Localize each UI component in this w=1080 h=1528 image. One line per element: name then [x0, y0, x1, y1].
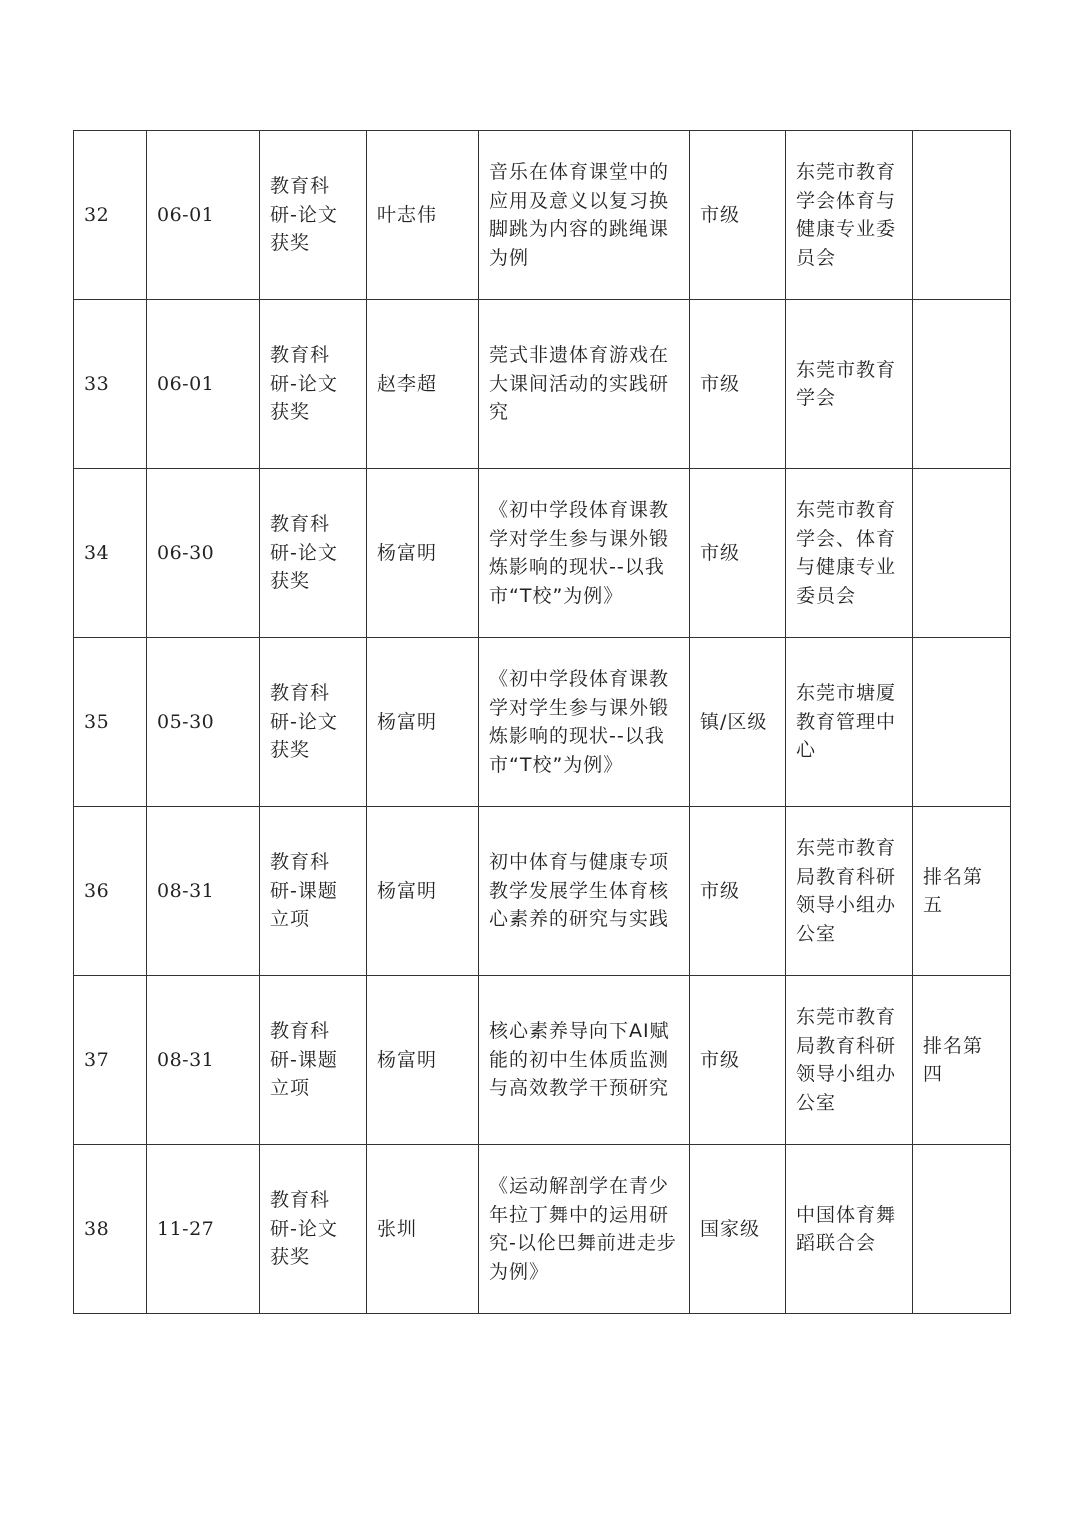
row-date: 05-30 [147, 638, 260, 807]
row-issuer: 东莞市教育学会 [786, 300, 913, 469]
row-note [913, 131, 1011, 300]
table-row [74, 976, 1011, 1145]
row-level: 镇/区级 [690, 638, 786, 807]
row-title: 初中体育与健康专项教学发展学生体育核心素养的研究与实践 [479, 807, 690, 976]
row-number: 33 [74, 300, 147, 469]
row-note: 排名第四 [913, 976, 1011, 1145]
row-date: 08-31 [147, 807, 260, 976]
row-note [913, 469, 1011, 638]
row-person: 杨富明 [367, 976, 479, 1145]
row-category: 教育科研-论文获奖 [260, 469, 367, 638]
row-number: 37 [74, 976, 147, 1145]
row-category: 教育科研-课题立项 [260, 976, 367, 1145]
table-row [74, 131, 1011, 300]
row-issuer: 东莞市塘厦教育管理中心 [786, 638, 913, 807]
row-person: 叶志伟 [367, 131, 479, 300]
row-person: 赵李超 [367, 300, 479, 469]
row-number: 35 [74, 638, 147, 807]
row-note [913, 638, 1011, 807]
row-category: 教育科研-论文获奖 [260, 1145, 367, 1314]
row-number: 36 [74, 807, 147, 976]
row-level: 市级 [690, 976, 786, 1145]
row-category: 教育科研-论文获奖 [260, 300, 367, 469]
row-date: 08-31 [147, 976, 260, 1145]
row-level: 市级 [690, 469, 786, 638]
table-row [74, 300, 1011, 469]
row-date: 06-01 [147, 300, 260, 469]
row-title: 音乐在体育课堂中的应用及意义以复习换脚跳为内容的跳绳课为例 [479, 131, 690, 300]
row-issuer: 东莞市教育局教育科研领导小组办公室 [786, 807, 913, 976]
row-number: 38 [74, 1145, 147, 1314]
row-category: 教育科研-论文获奖 [260, 131, 367, 300]
row-title: 《初中学段体育课教学对学生参与课外锻炼影响的现状--以我市“T校”为例》 [479, 469, 690, 638]
row-level: 市级 [690, 131, 786, 300]
row-person: 杨富明 [367, 638, 479, 807]
row-number: 34 [74, 469, 147, 638]
row-date: 11-27 [147, 1145, 260, 1314]
row-issuer: 东莞市教育学会、体育与健康专业委员会 [786, 469, 913, 638]
row-note [913, 1145, 1011, 1314]
row-date: 06-30 [147, 469, 260, 638]
table-row [74, 1145, 1011, 1314]
table-row [74, 638, 1011, 807]
row-date: 06-01 [147, 131, 260, 300]
row-level: 国家级 [690, 1145, 786, 1314]
row-person: 杨富明 [367, 807, 479, 976]
table-row [74, 807, 1011, 976]
row-note: 排名第五 [913, 807, 1011, 976]
row-category: 教育科研-论文获奖 [260, 638, 367, 807]
row-level: 市级 [690, 807, 786, 976]
row-title: 《运动解剖学在青少年拉丁舞中的运用研究-以伦巴舞前进走步为例》 [479, 1145, 690, 1314]
row-issuer: 中国体育舞蹈联合会 [786, 1145, 913, 1314]
row-person: 杨富明 [367, 469, 479, 638]
row-category: 教育科研-课题立项 [260, 807, 367, 976]
row-number: 32 [74, 131, 147, 300]
row-level: 市级 [690, 300, 786, 469]
row-issuer: 东莞市教育学会体育与健康专业委员会 [786, 131, 913, 300]
row-title: 《初中学段体育课教学对学生参与课外锻炼影响的现状--以我市“T校”为例》 [479, 638, 690, 807]
row-issuer: 东莞市教育局教育科研领导小组办公室 [786, 976, 913, 1145]
row-person: 张圳 [367, 1145, 479, 1314]
row-title: 核心素养导向下AI赋能的初中生体质监测与高效教学干预研究 [479, 976, 690, 1145]
row-note [913, 300, 1011, 469]
table-row [74, 469, 1011, 638]
awards-table [73, 130, 1011, 1314]
row-title: 莞式非遗体育游戏在大课间活动的实践研究 [479, 300, 690, 469]
